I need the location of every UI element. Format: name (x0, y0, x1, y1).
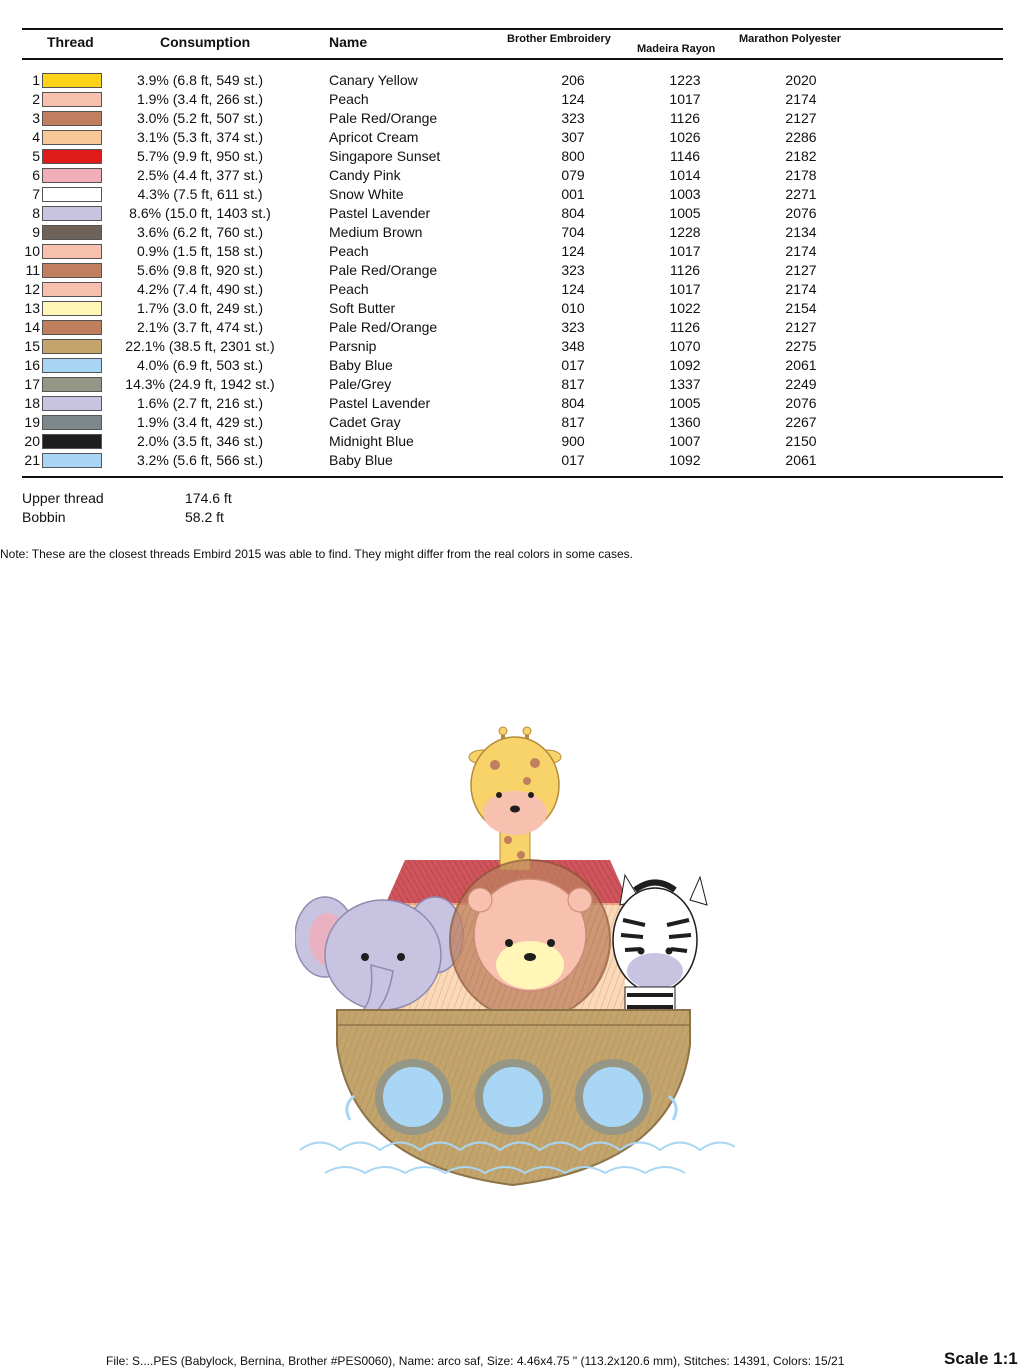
madeira-code: 1126 (669, 319, 701, 335)
madeira-code: 1005 (669, 395, 701, 411)
brother-code: 124 (561, 243, 585, 259)
thread-name: Cadet Gray (329, 414, 401, 430)
madeira-code: 1017 (669, 91, 701, 107)
thread-consumption: 1.7% (3.0 ft, 249 st.) (136, 300, 264, 316)
color-swatch (42, 282, 102, 297)
thread-name: Candy Pink (329, 167, 401, 183)
thread-name: Peach (329, 91, 369, 107)
thread-number: 1 (32, 72, 40, 88)
upper-thread-value: 174.6 ft (185, 490, 232, 506)
thread-consumption: 4.3% (7.5 ft, 611 st.) (137, 186, 263, 202)
portholes (379, 1063, 647, 1131)
upper-thread-label: Upper thread (22, 490, 104, 506)
header-brother: Brother Embroidery (507, 33, 611, 45)
brother-code: 804 (561, 395, 585, 411)
thread-name: Parsnip (329, 338, 377, 354)
thread-consumption: 4.0% (6.9 ft, 503 st.) (136, 357, 264, 373)
color-swatch (42, 415, 102, 430)
madeira-code: 1007 (669, 433, 701, 449)
brother-code: 900 (561, 433, 585, 449)
color-swatch (42, 187, 102, 202)
thread-name: Midnight Blue (329, 433, 414, 449)
thread-consumption: 5.6% (9.8 ft, 920 st.) (136, 262, 264, 278)
brother-code: 124 (561, 91, 585, 107)
thread-number: 17 (24, 376, 40, 392)
bobbin-label: Bobbin (22, 509, 66, 525)
brother-code: 323 (561, 110, 585, 126)
color-swatch (42, 130, 102, 145)
marathon-code: 2178 (785, 167, 817, 183)
marathon-code: 2150 (785, 433, 817, 449)
thread-name: Medium Brown (329, 224, 423, 240)
thread-row (0, 242, 1024, 261)
color-swatch (42, 263, 102, 278)
thread-name: Pastel Lavender (329, 395, 431, 411)
brother-code: 804 (561, 205, 585, 221)
thread-name: Pale Red/Orange (329, 110, 438, 126)
marathon-code: 2127 (785, 262, 817, 278)
marathon-code: 2275 (785, 338, 817, 354)
thread-consumption: 0.9% (1.5 ft, 158 st.) (136, 243, 264, 259)
madeira-code: 1092 (669, 357, 701, 373)
thread-number: 3 (32, 110, 40, 126)
thread-consumption: 14.3% (24.9 ft, 1942 st.) (125, 376, 275, 392)
thread-name: Pale/Grey (329, 376, 392, 392)
thread-consumption: 3.9% (6.8 ft, 549 st.) (136, 72, 264, 88)
color-swatch (42, 149, 102, 164)
thread-consumption: 3.0% (5.2 ft, 507 st.) (136, 110, 264, 126)
bobbin-value: 58.2 ft (185, 509, 224, 525)
color-swatch (42, 111, 102, 126)
thread-number: 2 (32, 91, 40, 107)
madeira-code: 1337 (669, 376, 701, 392)
thread-row (0, 375, 1024, 394)
table-bottom-rule (22, 476, 1003, 478)
thread-number: 13 (24, 300, 40, 316)
madeira-code: 1070 (669, 338, 701, 354)
embroidery-preview (295, 725, 735, 1195)
thread-number: 11 (25, 262, 40, 278)
thread-name: Pale Red/Orange (329, 262, 438, 278)
thread-row (0, 90, 1024, 109)
madeira-code: 1360 (669, 414, 701, 430)
madeira-code: 1223 (669, 72, 701, 88)
thread-number: 20 (24, 433, 40, 449)
marathon-code: 2174 (785, 91, 817, 107)
thread-row (0, 166, 1024, 185)
header-name: Name (329, 34, 368, 50)
marathon-code: 2127 (785, 110, 817, 126)
thread-consumption: 8.6% (15.0 ft, 1403 st.) (129, 205, 271, 221)
thread-row (0, 337, 1024, 356)
marathon-code: 2134 (785, 224, 817, 240)
thread-name: Canary Yellow (329, 72, 418, 88)
header-bottom-rule (22, 58, 1003, 60)
brother-code: 017 (561, 452, 585, 468)
thread-consumption: 2.1% (3.7 ft, 474 st.) (136, 319, 264, 335)
thread-consumption: 2.0% (3.5 ft, 346 st.) (136, 433, 264, 449)
brother-code: 307 (561, 129, 585, 145)
thread-number: 6 (32, 167, 40, 183)
thread-consumption: 3.6% (6.2 ft, 760 st.) (136, 224, 264, 240)
thread-name: Apricot Cream (329, 129, 419, 145)
madeira-code: 1022 (669, 300, 701, 316)
marathon-code: 2020 (785, 72, 817, 88)
thread-name: Soft Butter (329, 300, 396, 316)
scale-label: Scale 1:1 (944, 1349, 1018, 1368)
marathon-code: 2286 (785, 129, 817, 145)
brother-code: 800 (561, 148, 585, 164)
madeira-code: 1026 (669, 129, 701, 145)
thread-row (0, 128, 1024, 147)
thread-note: Note: These are the closest threads Embird 2015 was able to find. They might differ from the real colors in some cases. (0, 547, 633, 561)
thread-row (0, 413, 1024, 432)
brother-code: 817 (561, 376, 585, 392)
file-info-footer: File: S....PES (Babylock, Bernina, Brother #PES0060), Name: arco saf, Size: 4.46x4.75 " (113.2x120.6 mm), Stitches: 14391, Colors: 15/21 (106, 1354, 845, 1368)
lion (450, 860, 610, 1020)
thread-consumption: 3.2% (5.6 ft, 566 st.) (136, 452, 264, 468)
thread-name: Baby Blue (329, 357, 393, 373)
thread-name: Peach (329, 243, 369, 259)
brother-code: 817 (561, 414, 585, 430)
color-swatch (42, 206, 102, 221)
thread-number: 12 (24, 281, 40, 297)
brother-code: 001 (561, 186, 585, 202)
thread-consumption: 4.2% (7.4 ft, 490 st.) (136, 281, 264, 297)
marathon-code: 2271 (785, 186, 817, 202)
thread-number: 15 (24, 338, 40, 354)
thread-number: 19 (24, 414, 40, 430)
color-swatch (42, 301, 102, 316)
thread-consumption: 1.6% (2.7 ft, 216 st.) (136, 395, 264, 411)
giraffe (469, 727, 561, 870)
brother-code: 704 (561, 224, 585, 240)
header-top-rule (22, 28, 1003, 30)
header-madeira: Madeira Rayon (637, 43, 716, 55)
marathon-code: 2061 (785, 452, 817, 468)
brother-code: 017 (561, 357, 585, 373)
brother-code: 010 (561, 300, 585, 316)
madeira-code: 1092 (669, 452, 701, 468)
thread-consumption: 1.9% (3.4 ft, 429 st.) (136, 414, 264, 430)
thread-row (0, 109, 1024, 128)
thread-number: 10 (24, 243, 40, 259)
thread-name: Pale Red/Orange (329, 319, 438, 335)
thread-row (0, 147, 1024, 166)
color-swatch (42, 396, 102, 411)
thread-row (0, 451, 1024, 470)
thread-number: 4 (32, 129, 40, 145)
madeira-code: 1017 (669, 281, 701, 297)
thread-row (0, 223, 1024, 242)
color-swatch (42, 453, 102, 468)
brother-code: 323 (561, 262, 585, 278)
thread-number: 21 (24, 452, 40, 468)
thread-row (0, 280, 1024, 299)
header-marathon: Marathon Polyester (739, 33, 842, 45)
thread-row (0, 356, 1024, 375)
thread-row (0, 318, 1024, 337)
brother-code: 323 (561, 319, 585, 335)
marathon-code: 2076 (785, 205, 817, 221)
marathon-code: 2174 (785, 243, 817, 259)
marathon-code: 2249 (785, 376, 817, 392)
color-swatch (42, 320, 102, 335)
thread-number: 7 (32, 186, 40, 202)
marathon-code: 2061 (785, 357, 817, 373)
marathon-code: 2127 (785, 319, 817, 335)
color-swatch (42, 358, 102, 373)
madeira-code: 1017 (669, 243, 701, 259)
thread-row (0, 432, 1024, 451)
color-swatch (42, 225, 102, 240)
thread-consumption: 1.9% (3.4 ft, 266 st.) (136, 91, 264, 107)
thread-consumption: 2.5% (4.4 ft, 377 st.) (136, 167, 264, 183)
thread-row (0, 261, 1024, 280)
thread-consumption: 22.1% (38.5 ft, 2301 st.) (125, 338, 275, 354)
marathon-code: 2267 (785, 414, 817, 430)
header-consumption: Consumption (160, 34, 251, 50)
madeira-code: 1005 (669, 205, 701, 221)
thread-row (0, 185, 1024, 204)
thread-row (0, 394, 1024, 413)
thread-name: Snow White (329, 186, 404, 202)
thread-name: Singapore Sunset (329, 148, 441, 164)
madeira-code: 1003 (669, 186, 701, 202)
madeira-code: 1126 (669, 110, 701, 126)
color-swatch (42, 92, 102, 107)
thread-row (0, 71, 1024, 90)
color-swatch (42, 168, 102, 183)
header-thread: Thread (47, 34, 94, 50)
thread-number: 14 (24, 319, 40, 335)
thread-name: Peach (329, 281, 369, 297)
thread-row (0, 204, 1024, 223)
madeira-code: 1014 (669, 167, 701, 183)
thread-consumption: 5.7% (9.9 ft, 950 st.) (136, 148, 264, 164)
madeira-code: 1228 (669, 224, 701, 240)
brother-code: 348 (561, 338, 585, 354)
brother-code: 206 (561, 72, 585, 88)
marathon-code: 2174 (785, 281, 817, 297)
color-swatch (42, 339, 102, 354)
brother-code: 079 (561, 167, 585, 183)
color-swatch (42, 377, 102, 392)
thread-number: 5 (32, 148, 40, 164)
color-swatch (42, 73, 102, 88)
color-swatch (42, 244, 102, 259)
thread-row (0, 299, 1024, 318)
marathon-code: 2154 (785, 300, 817, 316)
brother-code: 124 (561, 281, 585, 297)
thread-number: 8 (32, 205, 40, 221)
thread-number: 18 (24, 395, 40, 411)
thread-name: Pastel Lavender (329, 205, 431, 221)
marathon-code: 2182 (785, 148, 817, 164)
madeira-code: 1126 (669, 262, 701, 278)
marathon-code: 2076 (785, 395, 817, 411)
thread-number: 9 (32, 224, 40, 240)
color-swatch (42, 434, 102, 449)
madeira-code: 1146 (669, 148, 701, 164)
thread-consumption: 3.1% (5.3 ft, 374 st.) (136, 129, 264, 145)
thread-name: Baby Blue (329, 452, 393, 468)
thread-number: 16 (24, 357, 40, 373)
zebra (613, 875, 707, 1017)
